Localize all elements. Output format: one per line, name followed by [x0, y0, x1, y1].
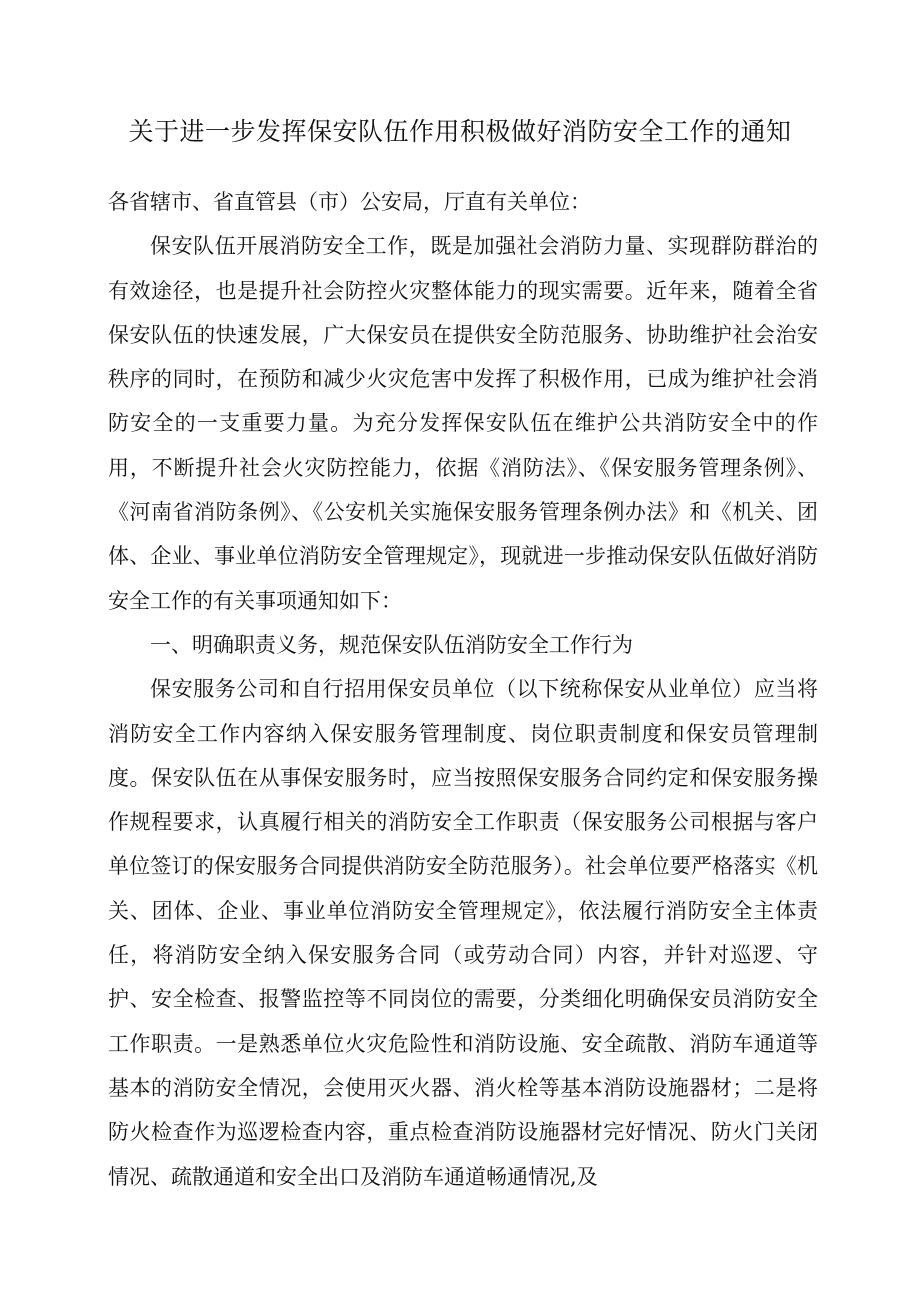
paragraph-intro: 保安队伍开展消防安全工作，既是加强社会消防力量、实现群防群治的有效途径，也是提升社会防控火灾整体能力的现实需要。近年来，随着全省保安队伍的快速发展，广大保安员在提供安全防范服务、协助维护社会治安秩序的同时，在预防和减少火灾危害中发挥了积极作用，已成为维护社会消防安全的一支重要力量。为充分发挥保安队伍在维护公共消防安全中的作用，不断提升社会火灾防控能力，依据《消防法》、《保安服务管理条例》、《河南省消防条例》、《公安机关实施保安服务管理条例办法》和《机关、团体、企业、事业单位消防安全管理规定》，现就进一步推动保安队伍做好消防安全工作的有关事项通知如下： [108, 234, 818, 613]
document-title: 关于进一步发挥保安队伍作用积极做好消防安全工作的通知 [128, 117, 792, 146]
salutation: 各省辖市、省直管县（市）公安局，厅直有关单位： [108, 190, 591, 214]
paragraph-section-1: 保安服务公司和自行招用保安员单位（以下统称保安从业单位）应当将消防安全工作内容纳入保安服务管理制度、岗位职责制度和保安员管理制度。保安队伍在从事保安服务时，应当按照保安服务合同约定和保安服务操作规程要求，认真履行相关的消防安全工作职责（保安服务公司根据与客户单位签订的保安服务合同提供消防安全防范服务）。社会单位要严格落实《机关、团体、企业、事业单位消防安全管理规定》，依法履行消防安全主体责任，将消防安全纳入保安服务合同（或劳动合同）内容，并针对巡逻、守护、安全检查、报警监控等不同岗位的需要，分类细化明确保安员消防安全工作职责。一是熟悉单位火灾危险性和消防设施、安全疏散、消防车通道等基本的消防安全情况，会使用灭火器、消火栓等基本消防设施器材；二是将防火检查作为巡逻检查内容，重点检查消防设施器材完好情况、防火门关闭情况、疏散通道和安全出口及消防车通道畅通情况,及 [108, 677, 818, 1189]
section-heading-1: 一、明确职责义务，规范保安队伍消防安全工作行为 [150, 632, 633, 657]
document-body [108, 180, 818, 1199]
